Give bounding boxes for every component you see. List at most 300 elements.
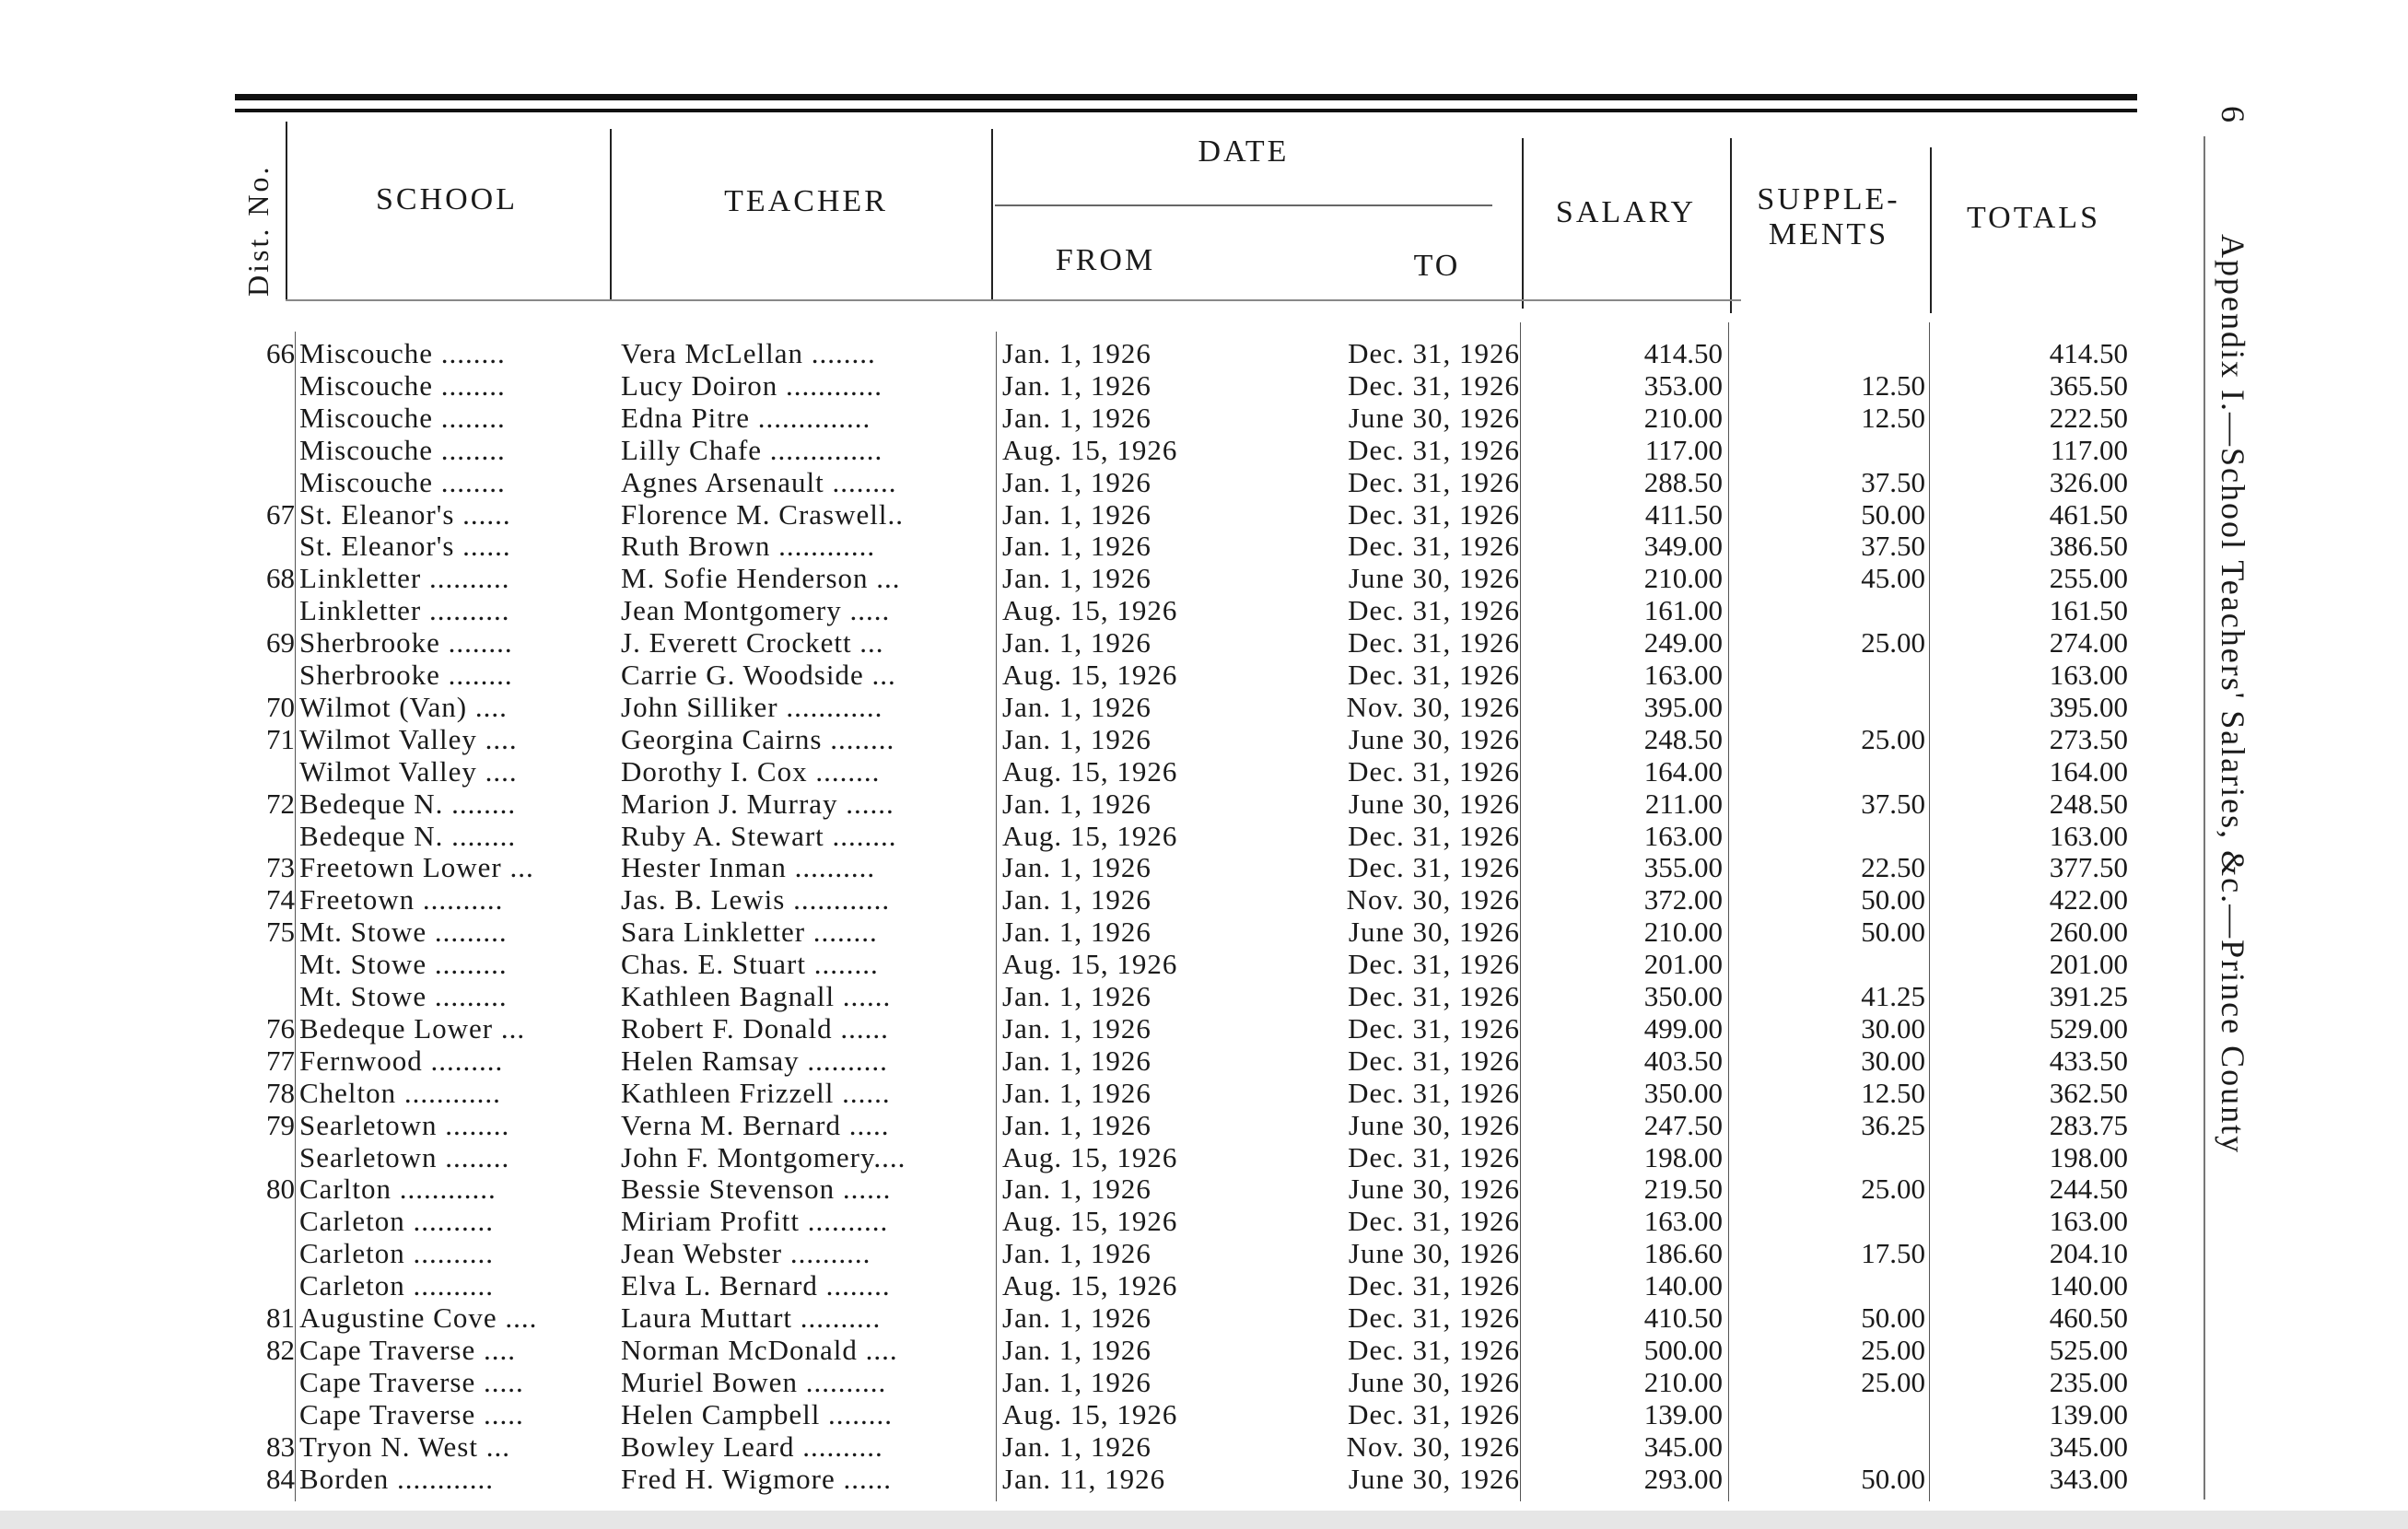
salary-cell: 163.00 xyxy=(1643,1205,1723,1238)
salary-cell: 350.00 xyxy=(1643,980,1723,1012)
table-row xyxy=(0,562,2211,594)
school-cell: Tryon N. West ... xyxy=(299,1430,510,1463)
school-cell: Linkletter .......... xyxy=(299,594,510,627)
total-cell: 414.50 xyxy=(2049,337,2128,369)
table-row xyxy=(0,466,2211,498)
school-cell: Wilmot Valley .... xyxy=(299,722,518,755)
total-cell: 283.75 xyxy=(2049,1108,2128,1141)
school-cell: Searletown ........ xyxy=(299,1140,510,1173)
date-to-cell: Dec. 31, 1926 xyxy=(1348,980,1520,1012)
date-from-cell: Aug. 15, 1926 xyxy=(1002,433,1178,466)
date-from-cell: Jan. 1, 1926 xyxy=(1002,883,1151,916)
table-row xyxy=(0,337,2211,369)
page-number: 6 xyxy=(2215,106,2251,124)
table-row xyxy=(0,1109,2211,1141)
salary-cell: 219.50 xyxy=(1643,1173,1723,1206)
table-row xyxy=(0,1430,2211,1463)
teacher-cell: Kathleen Bagnall ...... xyxy=(621,980,892,1012)
supplements-cell: 17.50 xyxy=(1861,1237,1925,1270)
date-from-cell: Jan. 11, 1926 xyxy=(1002,1462,1166,1495)
table-row xyxy=(0,498,2211,531)
supplements-cell: 30.00 xyxy=(1861,1011,1925,1045)
date-subheader-rule xyxy=(995,204,1492,206)
supplements-cell: 25.00 xyxy=(1861,1173,1925,1206)
from-header: FROM xyxy=(1055,243,1156,277)
salary-cell: 410.50 xyxy=(1643,1301,1723,1334)
salary-cell: 140.00 xyxy=(1643,1269,1723,1302)
table-row xyxy=(0,1269,2211,1301)
date-to-cell: Dec. 31, 1926 xyxy=(1348,337,1520,369)
date-from-cell: Jan. 1, 1926 xyxy=(1002,497,1151,531)
teacher-cell: Lucy Doiron ............ xyxy=(621,368,883,402)
teacher-cell: Georgina Cairns ........ xyxy=(621,722,895,755)
date-to-cell: June 30, 1926 xyxy=(1348,787,1520,820)
dist-no-cell: 74 xyxy=(266,883,295,916)
table-row xyxy=(0,530,2211,562)
date-to-cell: Dec. 31, 1926 xyxy=(1348,1011,1520,1045)
total-cell: 273.50 xyxy=(2049,722,2128,755)
table-row xyxy=(0,948,2211,980)
supplements-cell: 41.25 xyxy=(1861,980,1925,1012)
date-from-cell: Jan. 1, 1926 xyxy=(1002,465,1151,498)
teacher-cell: John Silliker ............ xyxy=(621,690,883,723)
school-cell: Cape Traverse ..... xyxy=(299,1397,524,1430)
teacher-header: TEACHER xyxy=(724,184,888,218)
table-row xyxy=(0,1334,2211,1366)
school-cell: Chelton ............ xyxy=(299,1076,501,1109)
date-from-cell: Jan. 1, 1926 xyxy=(1002,1076,1151,1109)
table-row xyxy=(0,1141,2211,1173)
teacher-cell: Verna M. Bernard ..... xyxy=(621,1108,890,1141)
date-to-cell: Dec. 31, 1926 xyxy=(1348,1140,1520,1173)
supplements-cell: 50.00 xyxy=(1861,916,1925,949)
date-from-cell: Jan. 1, 1926 xyxy=(1002,337,1151,369)
date-from-cell: Aug. 15, 1926 xyxy=(1002,1269,1178,1302)
column-rule xyxy=(991,129,993,301)
teacher-cell: John F. Montgomery.... xyxy=(621,1140,906,1173)
total-cell: 395.00 xyxy=(2049,690,2128,723)
dist-no-cell: 68 xyxy=(266,562,295,595)
date-to-cell: June 30, 1926 xyxy=(1348,1173,1520,1206)
school-cell: Wilmot (Van) .... xyxy=(299,690,508,723)
supplements-cell: 45.00 xyxy=(1861,562,1925,595)
salary-cell: 288.50 xyxy=(1643,465,1723,498)
salary-cell: 161.00 xyxy=(1643,594,1723,627)
total-cell: 201.00 xyxy=(2049,948,2128,981)
teacher-cell: Edna Pitre .............. xyxy=(621,401,871,434)
dist-no-cell: 66 xyxy=(266,337,295,369)
school-cell: Sherbrooke ........ xyxy=(299,659,513,691)
date-to-cell: Dec. 31, 1926 xyxy=(1348,754,1520,788)
total-cell: 274.00 xyxy=(2049,626,2128,659)
date-from-cell: Jan. 1, 1926 xyxy=(1002,562,1151,595)
margin-rule xyxy=(2203,136,2205,1500)
teacher-cell: Robert F. Donald ...... xyxy=(621,1011,889,1045)
total-cell: 198.00 xyxy=(2049,1140,2128,1173)
table-row xyxy=(0,1463,2211,1495)
column-rule xyxy=(1522,138,1524,309)
date-to-cell: Dec. 31, 1926 xyxy=(1348,1397,1520,1430)
table-row xyxy=(0,1237,2211,1269)
salary-cell: 164.00 xyxy=(1643,754,1723,788)
table-row xyxy=(0,723,2211,755)
table-row xyxy=(0,1173,2211,1205)
date-from-cell: Jan. 1, 1926 xyxy=(1002,1044,1151,1077)
date-from-cell: Aug. 15, 1926 xyxy=(1002,659,1178,691)
school-cell: Wilmot Valley .... xyxy=(299,754,518,788)
dist-no-cell: 79 xyxy=(266,1108,295,1141)
date-to-cell: June 30, 1926 xyxy=(1348,562,1520,595)
school-cell: Miscouche ........ xyxy=(299,465,506,498)
teacher-cell: Chas. E. Stuart ........ xyxy=(621,948,879,981)
date-from-cell: Jan. 1, 1926 xyxy=(1002,1301,1151,1334)
column-rule xyxy=(286,122,287,301)
total-cell: 248.50 xyxy=(2049,787,2128,820)
date-to-cell: June 30, 1926 xyxy=(1348,401,1520,434)
date-to-cell: Dec. 31, 1926 xyxy=(1348,1205,1520,1238)
dist-no-cell: 80 xyxy=(266,1173,295,1206)
dist-no-header: Dist. No. xyxy=(241,164,275,297)
salary-cell: 210.00 xyxy=(1643,401,1723,434)
supplements-cell: 25.00 xyxy=(1861,722,1925,755)
total-cell: 460.50 xyxy=(2049,1301,2128,1334)
date-to-cell: Dec. 31, 1926 xyxy=(1348,368,1520,402)
teacher-cell: J. Everett Crockett ... xyxy=(621,626,884,659)
dist-no-cell: 84 xyxy=(266,1462,295,1495)
dist-no-cell: 67 xyxy=(266,497,295,531)
school-cell: Mt. Stowe ......... xyxy=(299,980,508,1012)
supplements-cell: 25.00 xyxy=(1861,626,1925,659)
date-from-cell: Jan. 1, 1926 xyxy=(1002,1365,1151,1398)
supplements-header-line2: MENTS xyxy=(1768,217,1889,251)
date-from-cell: Jan. 1, 1926 xyxy=(1002,787,1151,820)
teacher-cell: Norman McDonald .... xyxy=(621,1333,898,1366)
school-cell: Miscouche ........ xyxy=(299,433,506,466)
table-row xyxy=(0,1301,2211,1334)
date-to-cell: June 30, 1926 xyxy=(1348,1462,1520,1495)
date-to-cell: Nov. 30, 1926 xyxy=(1346,690,1520,723)
total-cell: 343.00 xyxy=(2049,1462,2128,1495)
dist-no-cell: 76 xyxy=(266,1011,295,1045)
column-rule xyxy=(610,129,612,301)
total-cell: 326.00 xyxy=(2049,465,2128,498)
total-cell: 365.50 xyxy=(2049,368,2128,402)
date-from-cell: Jan. 1, 1926 xyxy=(1002,1011,1151,1045)
date-from-cell: Jan. 1, 1926 xyxy=(1002,1108,1151,1141)
salary-cell: 372.00 xyxy=(1643,883,1723,916)
school-cell: Cape Traverse .... xyxy=(299,1333,516,1366)
total-cell: 235.00 xyxy=(2049,1365,2128,1398)
school-cell: Borden ............ xyxy=(299,1462,495,1495)
date-to-cell: June 30, 1926 xyxy=(1348,722,1520,755)
school-cell: Searletown ........ xyxy=(299,1108,510,1141)
teacher-cell: M. Sofie Henderson ... xyxy=(621,562,901,595)
date-to-cell: June 30, 1926 xyxy=(1348,1365,1520,1398)
date-from-cell: Jan. 1, 1926 xyxy=(1002,401,1151,434)
salary-cell: 248.50 xyxy=(1643,722,1723,755)
supplements-cell: 37.50 xyxy=(1861,787,1925,820)
date-to-cell: June 30, 1926 xyxy=(1348,1108,1520,1141)
date-from-cell: Aug. 15, 1926 xyxy=(1002,819,1178,852)
table-row xyxy=(0,1012,2211,1045)
table-row xyxy=(0,788,2211,820)
salary-cell: 499.00 xyxy=(1643,1011,1723,1045)
to-header: TO xyxy=(1413,249,1461,283)
date-to-cell: Dec. 31, 1926 xyxy=(1348,497,1520,531)
school-cell: St. Eleanor's ...... xyxy=(299,497,511,531)
column-rule xyxy=(1930,147,1932,313)
date-from-cell: Aug. 15, 1926 xyxy=(1002,1140,1178,1173)
teacher-cell: Agnes Arsenault ........ xyxy=(621,465,897,498)
salary-cell: 117.00 xyxy=(1644,433,1723,466)
table-row xyxy=(0,1398,2211,1430)
table-row xyxy=(0,659,2211,691)
table-row xyxy=(0,1077,2211,1109)
date-to-cell: Dec. 31, 1926 xyxy=(1348,819,1520,852)
salary-cell: 353.00 xyxy=(1643,368,1723,402)
teacher-cell: Muriel Bowen .......... xyxy=(621,1365,887,1398)
total-cell: 244.50 xyxy=(2049,1173,2128,1206)
dist-no-cell: 72 xyxy=(266,787,295,820)
date-from-cell: Jan. 1, 1926 xyxy=(1002,1430,1151,1463)
salary-cell: 210.00 xyxy=(1643,562,1723,595)
total-cell: 161.50 xyxy=(2049,594,2128,627)
teacher-cell: Bessie Stevenson ...... xyxy=(621,1173,892,1206)
table-row xyxy=(0,1045,2211,1077)
teacher-cell: Fred H. Wigmore ...... xyxy=(621,1462,892,1495)
date-from-cell: Aug. 15, 1926 xyxy=(1002,948,1178,981)
teacher-cell: Kathleen Frizzell ...... xyxy=(621,1076,891,1109)
dist-no-cell: 75 xyxy=(266,916,295,949)
total-cell: 117.00 xyxy=(2050,433,2128,466)
school-cell: Carleton .......... xyxy=(299,1205,494,1238)
table-row xyxy=(0,980,2211,1012)
school-cell: Fernwood ......... xyxy=(299,1044,504,1077)
table-row xyxy=(0,916,2211,948)
salary-cell: 500.00 xyxy=(1643,1333,1723,1366)
teacher-cell: Helen Ramsay .......... xyxy=(621,1044,888,1077)
total-cell: 362.50 xyxy=(2049,1076,2128,1109)
salary-cell: 403.50 xyxy=(1643,1044,1723,1077)
school-cell: Bedeque N. ........ xyxy=(299,787,517,820)
column-rule xyxy=(1730,138,1732,313)
teacher-cell: Elva L. Bernard ........ xyxy=(621,1269,891,1302)
teacher-cell: Miriam Profitt .......... xyxy=(621,1205,889,1238)
total-cell: 140.00 xyxy=(2049,1269,2128,1302)
date-to-cell: Dec. 31, 1926 xyxy=(1348,530,1520,563)
salary-cell: 349.00 xyxy=(1643,530,1723,563)
date-from-cell: Jan. 1, 1926 xyxy=(1002,980,1151,1012)
teacher-cell: Carrie G. Woodside ... xyxy=(621,659,896,691)
date-to-cell: Dec. 31, 1926 xyxy=(1348,1333,1520,1366)
supplements-cell: 12.50 xyxy=(1861,368,1925,402)
supplements-cell: 50.00 xyxy=(1861,1301,1925,1334)
salary-cell: 247.50 xyxy=(1643,1108,1723,1141)
total-cell: 391.25 xyxy=(2049,980,2128,1012)
school-cell: Carleton .......... xyxy=(299,1269,494,1302)
date-to-cell: Dec. 31, 1926 xyxy=(1348,594,1520,627)
date-to-cell: Dec. 31, 1926 xyxy=(1348,851,1520,884)
supplements-cell: 25.00 xyxy=(1861,1333,1925,1366)
dist-no-cell: 70 xyxy=(266,690,295,723)
school-cell: Augustine Cove .... xyxy=(299,1301,538,1334)
date-from-cell: Jan. 1, 1926 xyxy=(1002,851,1151,884)
date-from-cell: Jan. 1, 1926 xyxy=(1002,916,1151,949)
date-to-cell: Dec. 31, 1926 xyxy=(1348,659,1520,691)
date-from-cell: Jan. 1, 1926 xyxy=(1002,722,1151,755)
school-cell: St. Eleanor's ...... xyxy=(299,530,511,563)
date-to-cell: Dec. 31, 1926 xyxy=(1348,948,1520,981)
supplements-cell: 50.00 xyxy=(1861,883,1925,916)
table-row xyxy=(0,434,2211,466)
school-cell: Mt. Stowe ......... xyxy=(299,916,508,949)
running-title xyxy=(2214,106,2252,1303)
dist-no-cell: 73 xyxy=(266,851,295,884)
teacher-cell: Vera McLellan ........ xyxy=(621,337,876,369)
total-cell: 422.00 xyxy=(2049,883,2128,916)
supplements-cell: 37.50 xyxy=(1861,465,1925,498)
table-row xyxy=(0,851,2211,883)
school-cell: Sherbrooke ........ xyxy=(299,626,513,659)
date-from-cell: Jan. 1, 1926 xyxy=(1002,626,1151,659)
school-cell: Freetown Lower ... xyxy=(299,851,534,884)
teacher-cell: Laura Muttart .......... xyxy=(621,1301,882,1334)
supplements-header-line1: SUPPLE- xyxy=(1757,182,1900,216)
date-to-cell: Dec. 31, 1926 xyxy=(1348,626,1520,659)
salary-cell: 210.00 xyxy=(1643,916,1723,949)
date-to-cell: June 30, 1926 xyxy=(1348,1237,1520,1270)
salary-cell: 414.50 xyxy=(1643,337,1723,369)
date-from-cell: Jan. 1, 1926 xyxy=(1002,1237,1151,1270)
total-cell: 255.00 xyxy=(2049,562,2128,595)
school-cell: Carlton ............ xyxy=(299,1173,497,1206)
teacher-cell: Florence M. Craswell.. xyxy=(621,497,904,531)
supplements-cell: 30.00 xyxy=(1861,1044,1925,1077)
date-to-cell: Dec. 31, 1926 xyxy=(1348,1044,1520,1077)
scan-bottom-edge xyxy=(0,1511,2408,1529)
dist-no-cell: 71 xyxy=(266,722,295,755)
salary-cell: 395.00 xyxy=(1643,690,1723,723)
date-to-cell: Nov. 30, 1926 xyxy=(1346,883,1520,916)
dist-no-cell: 69 xyxy=(266,626,295,659)
total-cell: 163.00 xyxy=(2049,819,2128,852)
salary-cell: 355.00 xyxy=(1643,851,1723,884)
school-cell: Bedeque N. ........ xyxy=(299,819,517,852)
table-row xyxy=(0,820,2211,852)
total-cell: 433.50 xyxy=(2049,1044,2128,1077)
teacher-cell: Jean Webster .......... xyxy=(621,1237,871,1270)
date-header: DATE xyxy=(1198,134,1290,169)
supplements-cell: 12.50 xyxy=(1861,401,1925,434)
table-row xyxy=(0,1366,2211,1398)
date-to-cell: Nov. 30, 1926 xyxy=(1346,1430,1520,1463)
total-cell: 461.50 xyxy=(2049,497,2128,531)
salary-cell: 411.50 xyxy=(1644,497,1723,531)
school-cell: Cape Traverse ..... xyxy=(299,1365,524,1398)
table-row xyxy=(0,594,2211,626)
school-cell: Carleton .......... xyxy=(299,1237,494,1270)
date-to-cell: Dec. 31, 1926 xyxy=(1348,1076,1520,1109)
date-to-cell: Dec. 31, 1926 xyxy=(1348,465,1520,498)
school-cell: Miscouche ........ xyxy=(299,401,506,434)
date-to-cell: June 30, 1926 xyxy=(1348,916,1520,949)
teacher-cell: Helen Campbell ........ xyxy=(621,1397,894,1430)
supplements-cell: 37.50 xyxy=(1861,530,1925,563)
totals-header: TOTALS xyxy=(1967,201,2100,235)
date-from-cell: Aug. 15, 1926 xyxy=(1002,1205,1178,1238)
teacher-cell: Lilly Chafe .............. xyxy=(621,433,883,466)
table-row xyxy=(0,883,2211,916)
salary-cell: 345.00 xyxy=(1643,1430,1723,1463)
dist-no-cell: 78 xyxy=(266,1076,295,1109)
teacher-cell: Marion J. Murray ...... xyxy=(621,787,894,820)
supplements-cell: 22.50 xyxy=(1861,851,1925,884)
date-from-cell: Jan. 1, 1926 xyxy=(1002,690,1151,723)
school-cell: Linkletter .......... xyxy=(299,562,510,595)
total-cell: 204.10 xyxy=(2049,1237,2128,1270)
date-to-cell: Dec. 31, 1926 xyxy=(1348,1269,1520,1302)
top-double-rule-upper xyxy=(235,94,2137,100)
salary-cell: 186.60 xyxy=(1643,1237,1723,1270)
total-cell: 163.00 xyxy=(2049,1205,2128,1238)
school-cell: Freetown .......... xyxy=(299,883,504,916)
total-cell: 377.50 xyxy=(2049,851,2128,884)
school-cell: Bedeque Lower ... xyxy=(299,1011,526,1045)
supplements-cell: 50.00 xyxy=(1861,497,1925,531)
salary-cell: 201.00 xyxy=(1643,948,1723,981)
table-row xyxy=(0,691,2211,723)
dist-no-cell: 77 xyxy=(266,1044,295,1077)
supplements-cell: 36.25 xyxy=(1861,1108,1925,1141)
table-row xyxy=(0,369,2211,402)
total-cell: 139.00 xyxy=(2049,1397,2128,1430)
salary-cell: 350.00 xyxy=(1643,1076,1723,1109)
school-cell: Miscouche ........ xyxy=(299,337,506,369)
teacher-cell: Jas. B. Lewis ............ xyxy=(621,883,891,916)
salary-cell: 293.00 xyxy=(1643,1462,1723,1495)
top-double-rule-lower xyxy=(235,109,2137,112)
school-cell: Miscouche ........ xyxy=(299,368,506,402)
dist-no-cell: 83 xyxy=(266,1430,295,1463)
dist-no-cell: 81 xyxy=(266,1301,295,1334)
supplements-cell: 12.50 xyxy=(1861,1076,1925,1109)
table-row xyxy=(0,755,2211,788)
salary-cell: 198.00 xyxy=(1643,1140,1723,1173)
date-from-cell: Aug. 15, 1926 xyxy=(1002,1397,1178,1430)
salary-cell: 249.00 xyxy=(1643,626,1723,659)
running-title-text: Appendix I.—School Teachers' Salaries, &c.—Prince County xyxy=(2215,234,2251,1155)
total-cell: 345.00 xyxy=(2049,1430,2128,1463)
date-from-cell: Jan. 1, 1926 xyxy=(1002,1333,1151,1366)
salary-cell: 210.00 xyxy=(1643,1365,1723,1398)
table-row xyxy=(0,402,2211,434)
salary-header: SALARY xyxy=(1555,195,1697,229)
date-to-cell: Dec. 31, 1926 xyxy=(1348,433,1520,466)
total-cell: 386.50 xyxy=(2049,530,2128,563)
date-from-cell: Jan. 1, 1926 xyxy=(1002,530,1151,563)
supplements-cell: 50.00 xyxy=(1861,1462,1925,1495)
total-cell: 222.50 xyxy=(2049,401,2128,434)
date-from-cell: Aug. 15, 1926 xyxy=(1002,594,1178,627)
teacher-cell: Sara Linkletter ........ xyxy=(621,916,878,949)
header-bottom-rule xyxy=(286,299,1741,301)
total-cell: 163.00 xyxy=(2049,659,2128,691)
teacher-cell: Dorothy I. Cox ........ xyxy=(621,754,881,788)
school-cell: Mt. Stowe ......... xyxy=(299,948,508,981)
teacher-cell: Bowley Leard .......... xyxy=(621,1430,883,1463)
date-to-cell: Dec. 31, 1926 xyxy=(1348,1301,1520,1334)
salary-cell: 139.00 xyxy=(1643,1397,1723,1430)
